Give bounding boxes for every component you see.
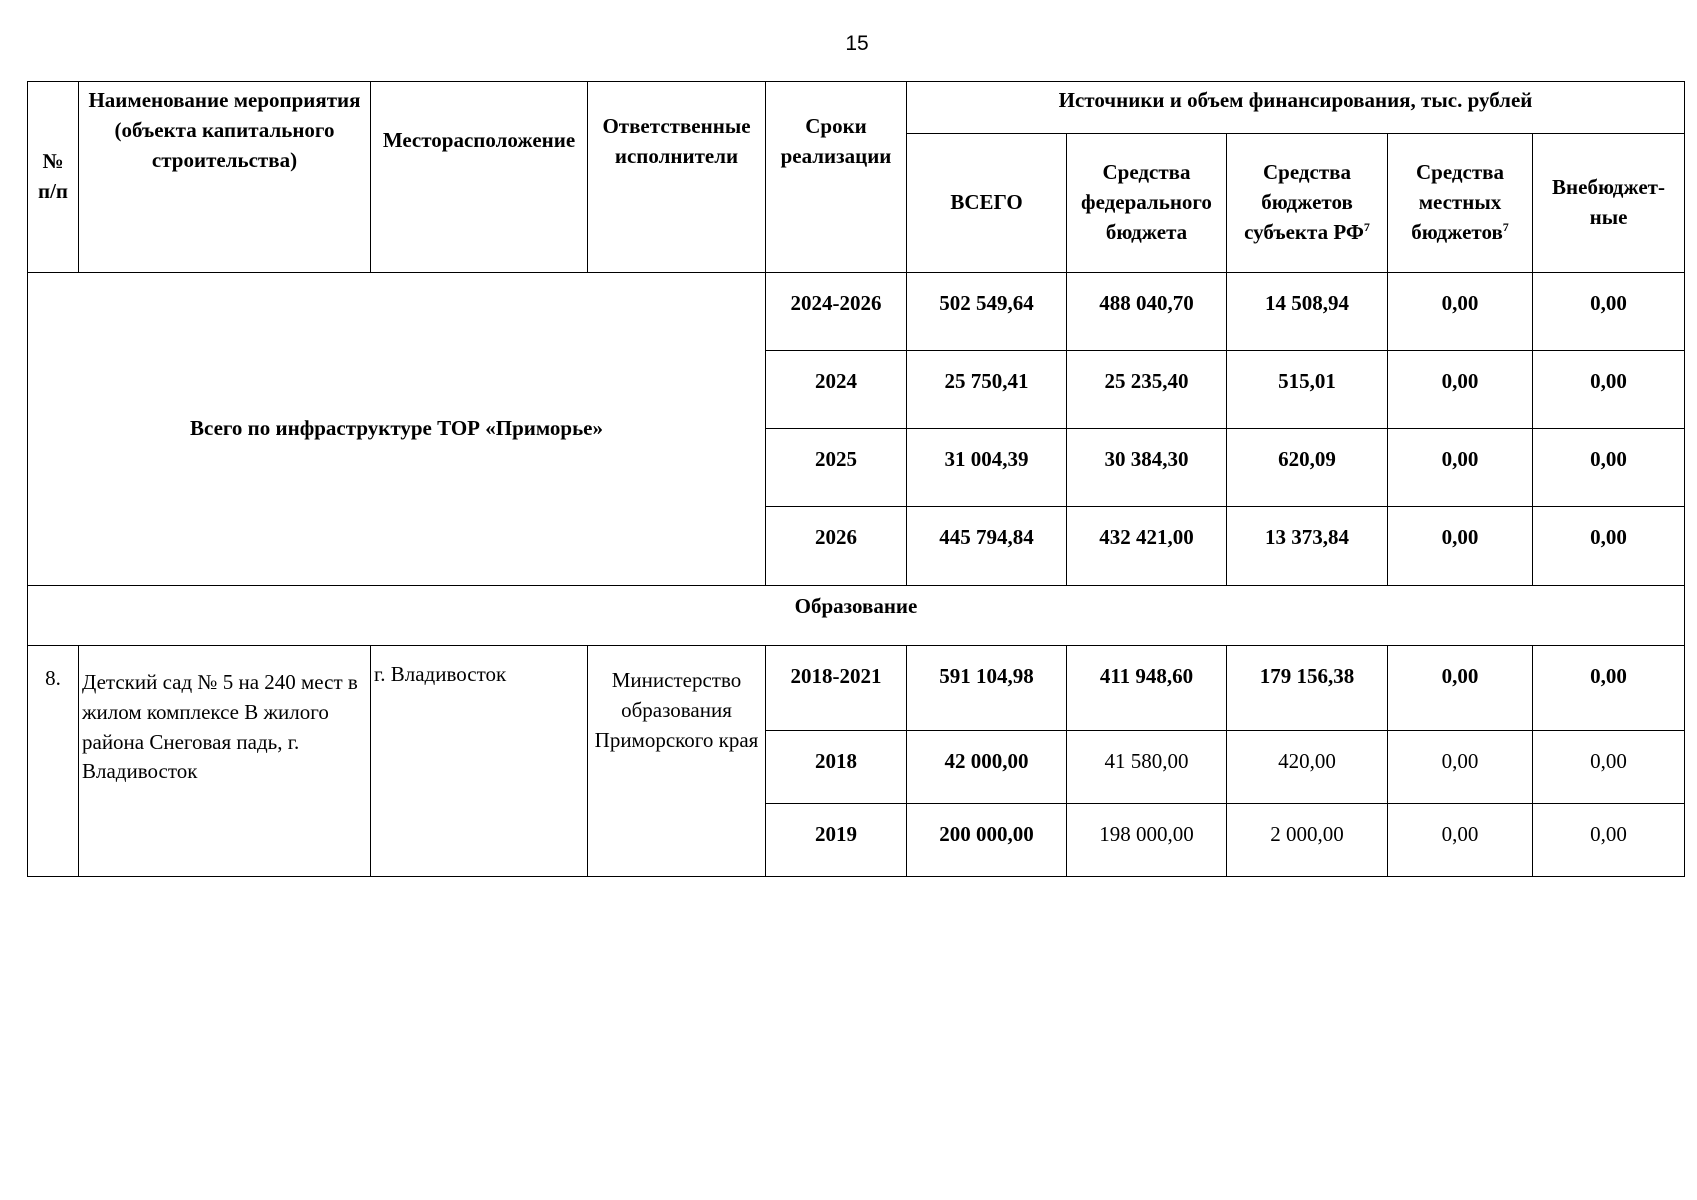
local-cell: 0,00	[1388, 273, 1533, 351]
term-cell: 2024	[766, 351, 907, 429]
federal-cell: 432 421,00	[1067, 507, 1227, 586]
section-row	[28, 586, 1685, 646]
term-cell: 2025	[766, 429, 907, 507]
federal-cell: 30 384,30	[1067, 429, 1227, 507]
term-cell: 2019	[766, 804, 907, 877]
table-row	[28, 646, 1685, 731]
federal-cell: 198 000,00	[1067, 804, 1227, 877]
term-cell: 2018-2021	[766, 646, 907, 731]
total-cell: 502 549,64	[907, 273, 1067, 351]
total-cell: 200 000,00	[907, 804, 1067, 877]
total-cell: 42 000,00	[907, 731, 1067, 804]
total-cell: 445 794,84	[907, 507, 1067, 586]
term-cell: 2024-2026	[766, 273, 907, 351]
section-title: Образование	[28, 586, 1685, 646]
extra-cell: 0,00	[1533, 646, 1685, 731]
table-row	[28, 273, 1685, 351]
page-number: 15	[845, 32, 869, 55]
header-federal: Средства федерального бюджета	[1067, 134, 1227, 273]
header-extra: Внебюджет-ные	[1533, 134, 1685, 273]
header-num: № п/п	[28, 82, 79, 273]
federal-cell: 488 040,70	[1067, 273, 1227, 351]
local-cell: 0,00	[1388, 351, 1533, 429]
header-location: Месторасположение	[371, 82, 588, 273]
term-cell: 2018	[766, 731, 907, 804]
total-cell: 25 750,41	[907, 351, 1067, 429]
subject-cell: 13 373,84	[1227, 507, 1388, 586]
total-label: Всего по инфраструктуре ТОР «Приморье»	[28, 273, 766, 586]
header-name: Наименование мероприятия (объекта капитального строительства)	[79, 82, 371, 273]
local-cell: 0,00	[1388, 646, 1533, 731]
federal-cell: 25 235,40	[1067, 351, 1227, 429]
item-executor: Министерство образования Приморского края	[588, 646, 766, 877]
subject-cell: 620,09	[1227, 429, 1388, 507]
header-row-top	[28, 82, 1685, 134]
header-terms: Сроки реализации	[766, 82, 907, 273]
total-cell: 591 104,98	[907, 646, 1067, 731]
financing-table	[27, 81, 1685, 877]
local-cell: 0,00	[1388, 804, 1533, 877]
total-cell: 31 004,39	[907, 429, 1067, 507]
local-cell: 0,00	[1388, 731, 1533, 804]
term-cell: 2026	[766, 507, 907, 586]
federal-cell: 411 948,60	[1067, 646, 1227, 731]
header-local-text: Средства местных бюджетов	[1411, 160, 1504, 244]
extra-cell: 0,00	[1533, 804, 1685, 877]
extra-cell: 0,00	[1533, 731, 1685, 804]
header-sources: Источники и объем финансирования, тыс. рублей	[907, 82, 1685, 134]
subject-cell: 2 000,00	[1227, 804, 1388, 877]
subject-cell: 515,01	[1227, 351, 1388, 429]
local-cell: 0,00	[1388, 507, 1533, 586]
header-subject-text: Средства бюджетов субъекта РФ	[1244, 160, 1364, 244]
item-number: 8.	[28, 646, 79, 877]
extra-cell: 0,00	[1533, 273, 1685, 351]
header-local-footnote: 7	[1502, 219, 1509, 234]
subject-cell: 179 156,38	[1227, 646, 1388, 731]
subject-cell: 14 508,94	[1227, 273, 1388, 351]
header-total: ВСЕГО	[907, 134, 1067, 273]
item-name: Детский сад № 5 на 240 мест в жилом комплексе В жилого района Снеговая падь, г. Владивосток	[79, 646, 371, 877]
local-cell: 0,00	[1388, 429, 1533, 507]
item-location: г. Владивосток	[371, 646, 588, 877]
header-local	[1388, 134, 1533, 273]
header-subject	[1227, 134, 1388, 273]
header-executors: Ответственные исполнители	[588, 82, 766, 273]
subject-cell: 420,00	[1227, 731, 1388, 804]
extra-cell: 0,00	[1533, 507, 1685, 586]
federal-cell: 41 580,00	[1067, 731, 1227, 804]
extra-cell: 0,00	[1533, 351, 1685, 429]
header-subject-footnote: 7	[1363, 219, 1370, 234]
extra-cell: 0,00	[1533, 429, 1685, 507]
